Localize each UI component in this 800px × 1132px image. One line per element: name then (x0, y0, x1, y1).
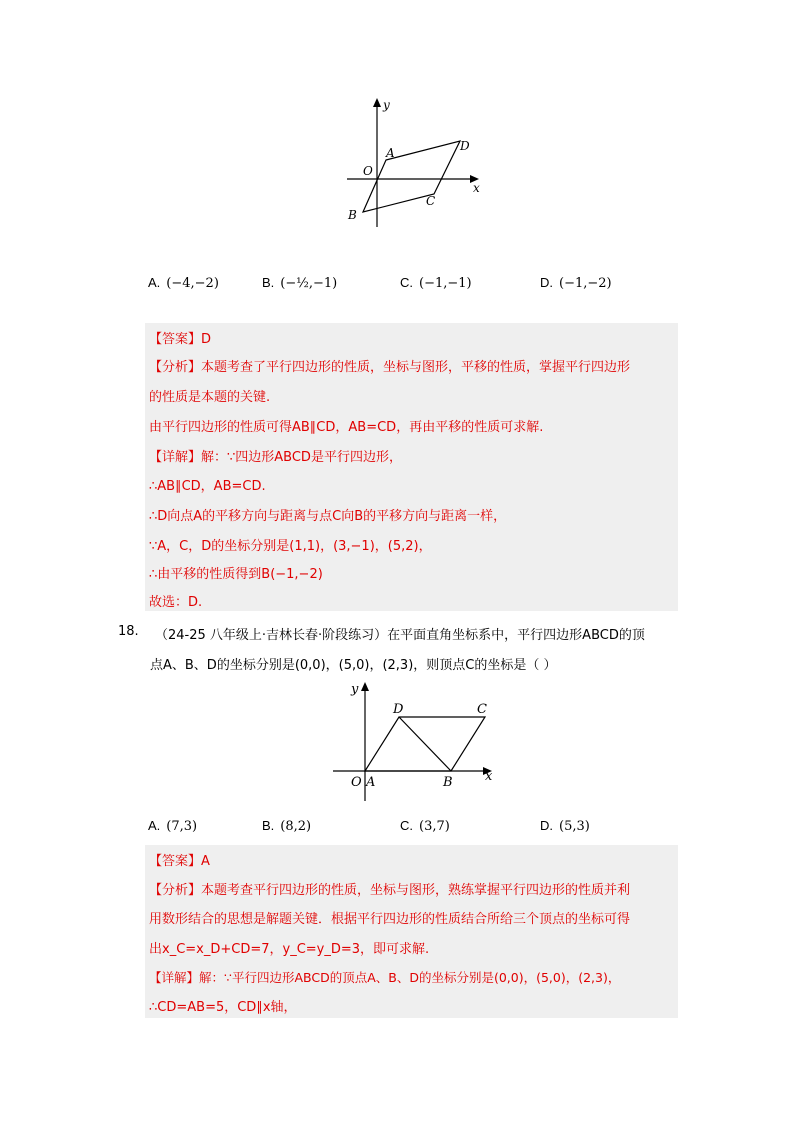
q18-analysis-line2: 用数形结合的思想是解题关键．根据平行四边形的性质结合所给三个顶点的坐标可得 (149, 912, 631, 927)
q17-label-a: A (386, 146, 395, 160)
q17-label-c: C (426, 194, 436, 208)
q18-analysis-line3: 出x_C=x_D+CD=7，y_C=y_D=3，即可求解. (149, 942, 430, 957)
q18-option-c: C. (3,7) (400, 818, 450, 834)
q17-answer: 【答案】D (149, 332, 212, 347)
q18-label-y: y (351, 682, 359, 697)
q18-label-c: C (477, 702, 487, 717)
q18-stem-line2: 点A、B、D的坐标分别是(0,0)，(5,0)，(2,3)，则顶点C的坐标是（ ） (150, 658, 557, 673)
q17-detail-line3: ∴D向点A的平移方向与距离与点C向B的平移方向与距离一样， (149, 509, 507, 524)
q17-detail-line6: 故选：D. (149, 595, 203, 610)
q17-analysis-line1: 【分析】本题考查了平行四边形的性质，坐标与图形，平移的性质，掌握平行四边形 (149, 360, 631, 375)
q18-label-b: B (443, 775, 453, 790)
q17-option-a: A. (−4,−2) (148, 275, 219, 291)
q17-analysis-line2: 的性质是本题的关键. (149, 390, 271, 405)
q18-option-d: D. (5,3) (540, 818, 590, 834)
q17-option-b: B. (−½,−1) (262, 275, 338, 291)
q18-detail-line2: ∴CD=AB=5，CD∥x轴， (149, 1000, 297, 1015)
q17-detail-line5: ∴由平移的性质得到B(−1,−2) (149, 567, 323, 582)
q18-solution-box (145, 845, 678, 1018)
q17-label-o: O (363, 164, 373, 178)
q18-number: 18. (118, 624, 139, 639)
q17-option-c: C. (−1,−1) (400, 275, 472, 291)
q17-option-d: D. (−1,−2) (540, 275, 612, 291)
q17-label-x: x (473, 181, 480, 195)
q17-detail-line4: ∵A，C，D的坐标分别是(1,1)，(3,−1)，(5,2)， (149, 539, 432, 554)
q18-detail-line1: 【详解】解：∵平行四边形ABCD的顶点A、B、D的坐标分别是(0,0)，(5,0)，(2,3)， (149, 970, 621, 985)
q18-option-b: B. (8,2) (262, 818, 312, 834)
q17-solution-box (145, 323, 678, 611)
q17-figure (335, 95, 495, 235)
q17-label-d: D (460, 139, 470, 153)
q18-answer: 【答案】A (149, 854, 210, 869)
q18-label-o: O (351, 775, 362, 790)
q17-detail-line1: 【详解】解：∵四边形ABCD是平行四边形， (149, 450, 402, 465)
q18-analysis-line1: 【分析】本题考查平行四边形的性质，坐标与图形，熟练掌握平行四边形的性质并利 (149, 883, 631, 898)
q17-analysis-line3: 由平行四边形的性质可得AB∥CD，AB=CD，再由平移的性质可求解. (149, 420, 544, 435)
q18-label-a: A (366, 775, 376, 790)
q17-label-b: B (348, 208, 357, 222)
q18-stem-line1: （24-25 八年级上·吉林长春·阶段练习）在平面直角坐标系中，平行四边形ABCD的顶 (155, 628, 645, 643)
q18-label-d: D (393, 702, 404, 717)
q17-detail-line2: ∴AB∥CD，AB=CD. (149, 479, 266, 494)
q18-option-a: A. (7,3) (148, 818, 198, 834)
q17-label-y: y (383, 98, 390, 112)
q18-label-x: x (485, 769, 493, 784)
q18-figure (325, 675, 505, 805)
